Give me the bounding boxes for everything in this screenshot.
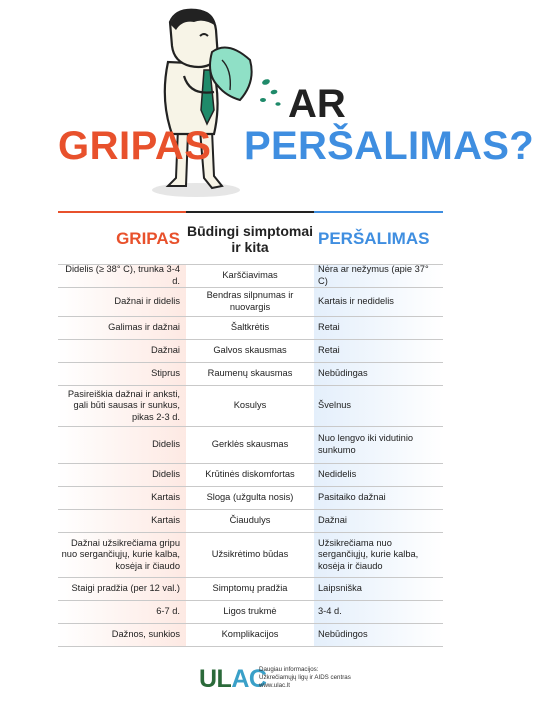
title-flu: GRIPAS xyxy=(58,124,212,168)
cell-cold-text: 3-4 d. xyxy=(318,606,342,617)
cell-flu-text: Dažnai xyxy=(151,345,180,356)
cell-cold-text: Nedidelis xyxy=(318,469,357,480)
cell-cold xyxy=(314,578,443,600)
cell-symptom xyxy=(186,363,314,385)
cell-symptom-text: Bendras silpnumas ir nuovargis xyxy=(206,290,294,312)
cell-flu xyxy=(58,386,186,426)
cell-flu-text: Dažnai ir didelis xyxy=(114,296,180,307)
cell-symptom xyxy=(186,624,314,646)
title-cold: PERŠALIMAS? xyxy=(244,124,534,168)
cell-symptom xyxy=(186,464,314,486)
cell-cold-text: Kartais ir nedidelis xyxy=(318,296,394,307)
col-header-flu: GRIPAS xyxy=(116,229,180,248)
cell-flu-text: Galimas ir dažnai xyxy=(108,322,180,333)
cell-flu-text: 6-7 d. xyxy=(156,606,180,617)
symptom-rule xyxy=(186,211,314,213)
cell-flu xyxy=(58,427,186,463)
cell-flu xyxy=(58,487,186,509)
table-row xyxy=(58,426,443,463)
flu-rule xyxy=(58,211,186,213)
hero-section xyxy=(0,0,534,205)
header-rule xyxy=(58,211,443,214)
table-row xyxy=(58,463,443,486)
cell-flu xyxy=(58,624,186,646)
cell-flu-text: Kartais xyxy=(151,515,180,526)
cell-flu xyxy=(58,601,186,623)
table-body xyxy=(58,264,443,647)
footer-line-3: www.ulac.lt xyxy=(259,682,290,690)
table-row xyxy=(58,316,443,339)
cell-cold xyxy=(314,386,443,426)
cell-flu xyxy=(58,340,186,362)
table-row xyxy=(58,577,443,600)
table-row xyxy=(58,486,443,509)
cell-symptom-text: Ligos trukmė xyxy=(223,606,277,617)
cell-cold-text: Nuo lengvo iki vidutinio sunkumo xyxy=(318,433,414,455)
cell-cold xyxy=(314,288,443,316)
cell-flu xyxy=(58,288,186,316)
col-header-cold: PERŠALIMAS xyxy=(318,229,430,248)
cell-symptom-text: Užsikrėtimo būdas xyxy=(211,549,289,560)
footer-line-1: Daugiau informacijos: xyxy=(259,666,319,673)
cell-cold-text: Nebūdingas xyxy=(318,368,368,379)
cell-symptom-text: Galvos skausmas xyxy=(213,345,287,356)
cell-cold-text: Laipsniška xyxy=(318,583,362,594)
table-row xyxy=(58,532,443,577)
cell-cold xyxy=(314,340,443,362)
cell-cold xyxy=(314,427,443,463)
cell-symptom-text: Gerklės skausmas xyxy=(211,439,289,450)
cell-symptom-text: Šaltkrėtis xyxy=(230,322,270,333)
table-row xyxy=(58,509,443,532)
cell-cold xyxy=(314,601,443,623)
cell-symptom-text: Sloga (užgulta nosis) xyxy=(206,492,294,503)
cold-rule xyxy=(314,211,443,213)
comparison-table xyxy=(58,211,443,647)
cell-symptom-text: Raumenų skausmas xyxy=(207,368,293,379)
cell-symptom xyxy=(186,510,314,532)
cell-cold xyxy=(314,363,443,385)
cell-cold xyxy=(314,533,443,577)
footer xyxy=(199,664,399,694)
cell-flu xyxy=(58,464,186,486)
cell-cold xyxy=(314,510,443,532)
footer-info xyxy=(259,666,351,690)
cell-cold xyxy=(314,624,443,646)
cell-symptom xyxy=(186,386,314,426)
title-or: AR xyxy=(288,82,346,126)
cell-symptom-text: Komplikacijos xyxy=(221,629,279,640)
col-header-symptoms: Būdingi simptomai ir kita xyxy=(187,222,313,255)
logo-text-accent: AC xyxy=(231,665,267,693)
table-header xyxy=(58,214,443,264)
table-row xyxy=(58,600,443,623)
cell-symptom xyxy=(186,533,314,577)
cell-symptom xyxy=(186,578,314,600)
cell-cold-text: Dažnai xyxy=(318,515,347,526)
cell-symptom xyxy=(186,288,314,316)
cell-cold-text: Pasitaiko dažnai xyxy=(318,492,386,503)
ulac-logo xyxy=(199,664,266,694)
cell-cold-text: Retai xyxy=(318,345,340,356)
cell-flu-text: Dažnos, sunkios xyxy=(111,629,180,640)
cell-cold-text: Nėra ar nežymus (apie 37° C) xyxy=(318,264,429,286)
cell-flu xyxy=(58,578,186,600)
cell-flu-text: Pasireiškia dažnai ir anksti, gali būti sausas ir sunkus, pikas 2-3 d. xyxy=(67,388,180,422)
cell-cold-text: Švelnus xyxy=(318,400,352,411)
cell-symptom xyxy=(186,487,314,509)
table-row xyxy=(58,623,443,647)
cell-symptom xyxy=(186,427,314,463)
table-row xyxy=(58,362,443,385)
cell-flu xyxy=(58,363,186,385)
cell-flu xyxy=(58,265,186,287)
table-row xyxy=(58,287,443,316)
table-row xyxy=(58,339,443,362)
cell-flu-text: Kartais xyxy=(151,492,180,503)
cell-symptom-text: Kosulys xyxy=(233,400,267,411)
cell-cold xyxy=(314,317,443,339)
cell-cold-text: Retai xyxy=(318,322,340,333)
cell-flu-text: Didelis (≥ 38° C), trunka 3-4 d. xyxy=(65,264,180,286)
footer-line-2: Užkrečiamųjų ligų ir AIDS centras xyxy=(259,674,351,682)
sneezing-person-illustration xyxy=(0,0,500,205)
cell-symptom-text: Čiaudulys xyxy=(229,515,271,526)
cell-flu-text: Didelis xyxy=(152,469,180,480)
cell-flu xyxy=(58,533,186,577)
cell-cold xyxy=(314,464,443,486)
cell-cold xyxy=(314,265,443,287)
cell-flu-text: Staigi pradžia (per 12 val.) xyxy=(71,583,180,594)
cell-flu-text: Dažnai užsikrečiama gripu nuo sergančiųjų, kurie kalba, kosėja ir čiaudo xyxy=(61,537,180,571)
cell-flu-text: Didelis xyxy=(152,439,180,450)
cell-symptom xyxy=(186,601,314,623)
cell-cold xyxy=(314,487,443,509)
cell-symptom xyxy=(186,317,314,339)
table-row xyxy=(58,385,443,426)
cell-symptom-text: Simptomų pradžia xyxy=(212,583,288,594)
cell-flu-text: Stiprus xyxy=(151,368,180,379)
cell-flu xyxy=(58,317,186,339)
cell-cold-text: Nebūdingos xyxy=(318,629,368,640)
table-row xyxy=(58,264,443,287)
cell-symptom-text: Krūtinės diskomfortas xyxy=(205,469,295,480)
cell-flu xyxy=(58,510,186,532)
cell-symptom-text: Karščiavimas xyxy=(222,270,278,281)
logo-text-main: UL xyxy=(199,665,232,693)
cell-symptom xyxy=(186,265,314,287)
cell-symptom xyxy=(186,340,314,362)
cell-cold-text: Užsikrečiama nuo sergančiųjų, kurie kalba, kosėja ir čiaudo xyxy=(318,537,419,571)
